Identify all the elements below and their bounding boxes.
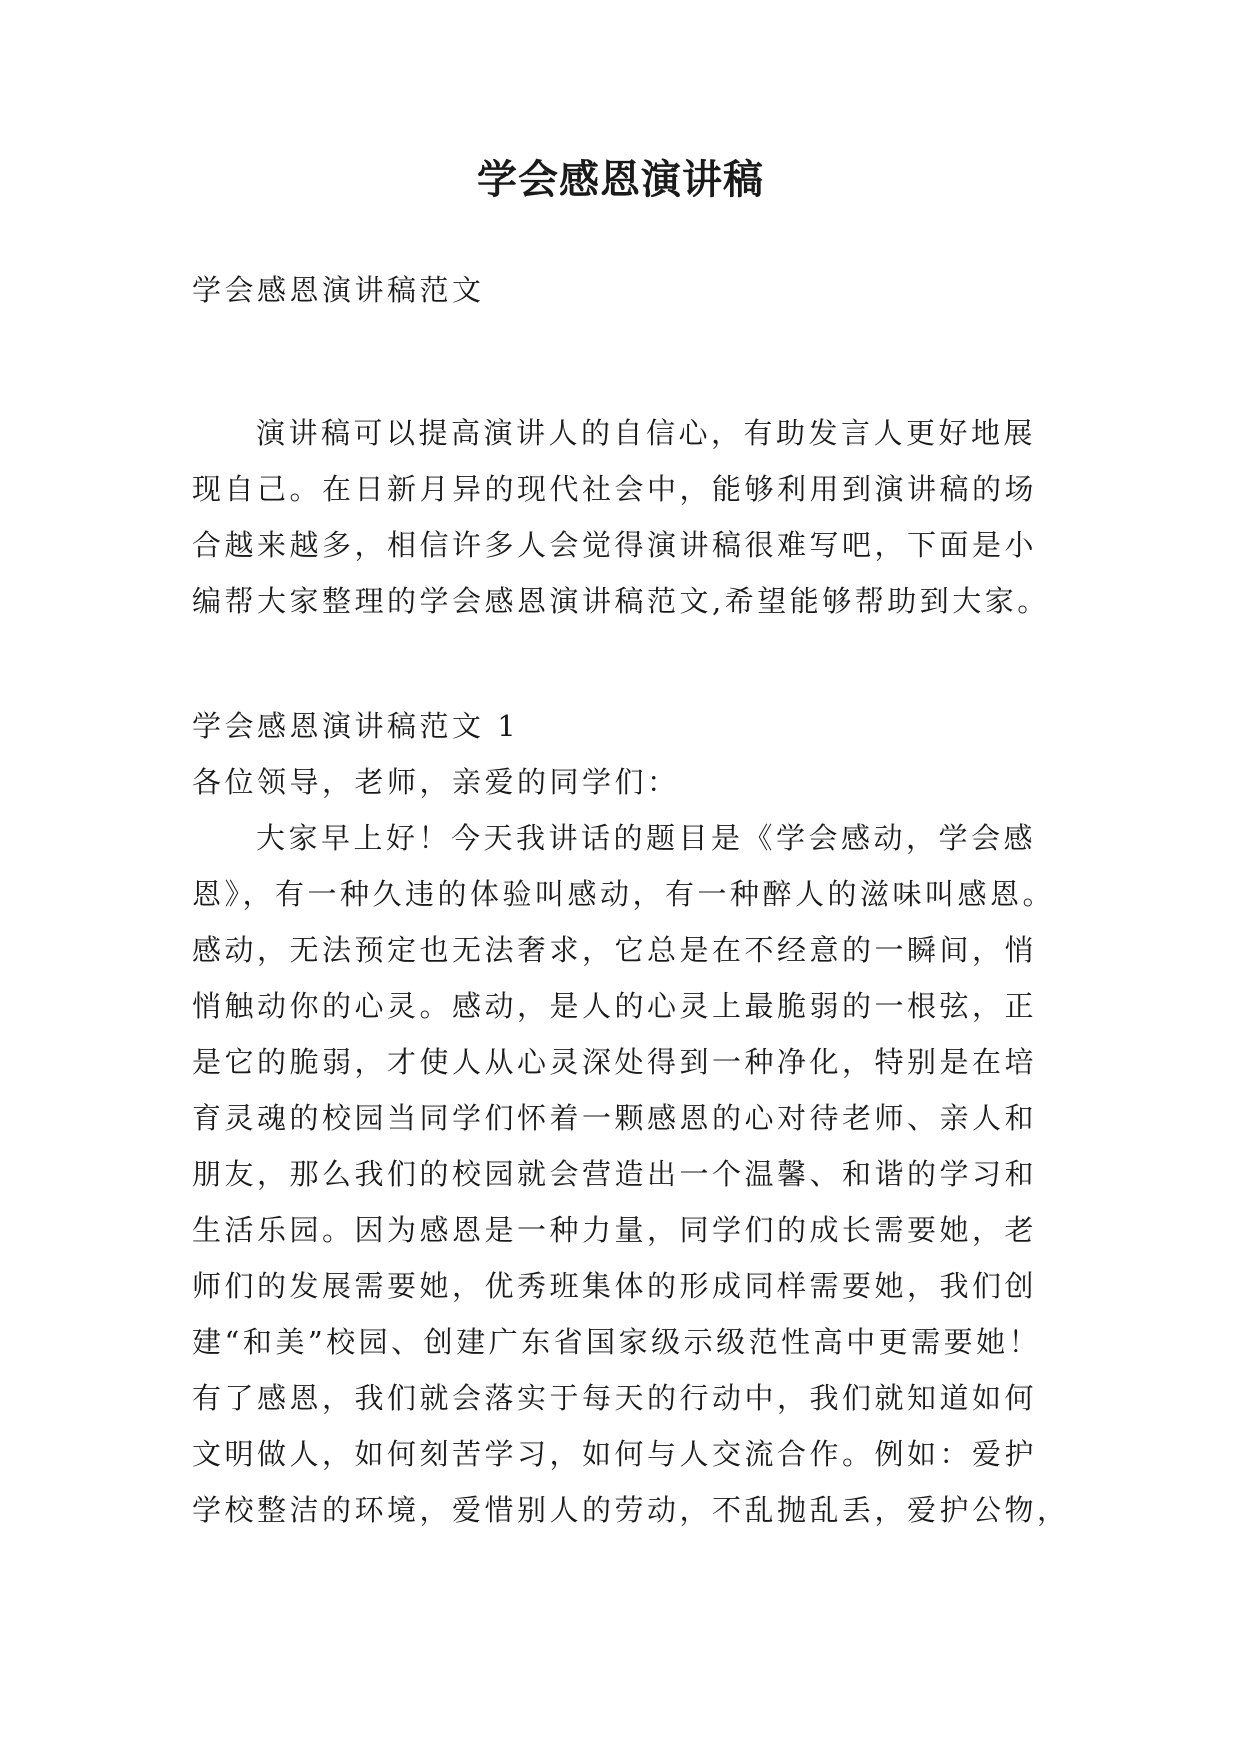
body-line: 学校整洁的环境，爱惜别人的劳动，不乱抛乱丢，爱护公物，: [192, 1493, 1070, 1527]
body-paragraph: [192, 810, 1070, 1538]
intro-line: 合越来越多，相信许多人会觉得演讲稿很难写吧，下面是小: [192, 528, 1038, 562]
body-line: 生活乐园。因为感恩是一种力量，同学们的成长需要她，老: [192, 1213, 1038, 1247]
intro-line: 编帮大家整理的学会感恩演讲稿范文,希望能够帮助到大家。: [192, 584, 1050, 618]
intro-line: 现自己。在日新月异的现代社会中，能够利用到演讲稿的场: [192, 472, 1038, 506]
document-title: 学会感恩演讲稿: [477, 156, 764, 203]
body-line: 恩》，有一种久违的体验叫感动，有一种醉人的滋味叫感恩。: [192, 877, 1056, 911]
intro-paragraph: [192, 405, 1062, 629]
body-line: 育灵魂的校园当同学们怀着一颗感恩的心对待老师、亲人和: [192, 1101, 1038, 1135]
intro-line: 演讲稿可以提高演讲人的自信心，有助发言人更好地展: [256, 416, 1037, 450]
body-line: 悄触动你的心灵。感动，是人的心灵上最脆弱的一根弦，正: [192, 989, 1038, 1023]
body-line: 有了感恩，我们就会落实于每天的行动中，我们就知道如何: [192, 1381, 1038, 1415]
greeting: 各位领导，老师，亲爱的同学们：: [192, 765, 680, 799]
body-line: 感动，无法预定也无法奢求，它总是在不经意的一瞬间，悄: [192, 933, 1038, 967]
body-line: 大家早上好！今天我讲话的题目是《学会感动，学会感: [256, 821, 1037, 855]
body-line: 朋友，那么我们的校园就会营造出一个温馨、和谐的学习和: [192, 1157, 1038, 1191]
section-heading: 学会感恩演讲稿范文 1: [192, 709, 520, 743]
section-header-block: [192, 698, 1062, 810]
body-line: 是它的脆弱，才使人从心灵深处得到一种净化，特别是在培: [192, 1045, 1038, 1079]
document-subtitle: 学会感恩演讲稿范文: [192, 273, 485, 307]
subtitle-block: [192, 262, 1062, 318]
body-line: 文明做人，如何刻苦学习，如何与人交流合作。例如：爱护: [192, 1437, 1038, 1471]
body-line: 师们的发展需要她，优秀班集体的形成同样需要她，我们创: [192, 1269, 1038, 1303]
body-line: 建“和美”校园、创建广东省国家级示级范性高中更需要她！: [192, 1325, 1042, 1359]
